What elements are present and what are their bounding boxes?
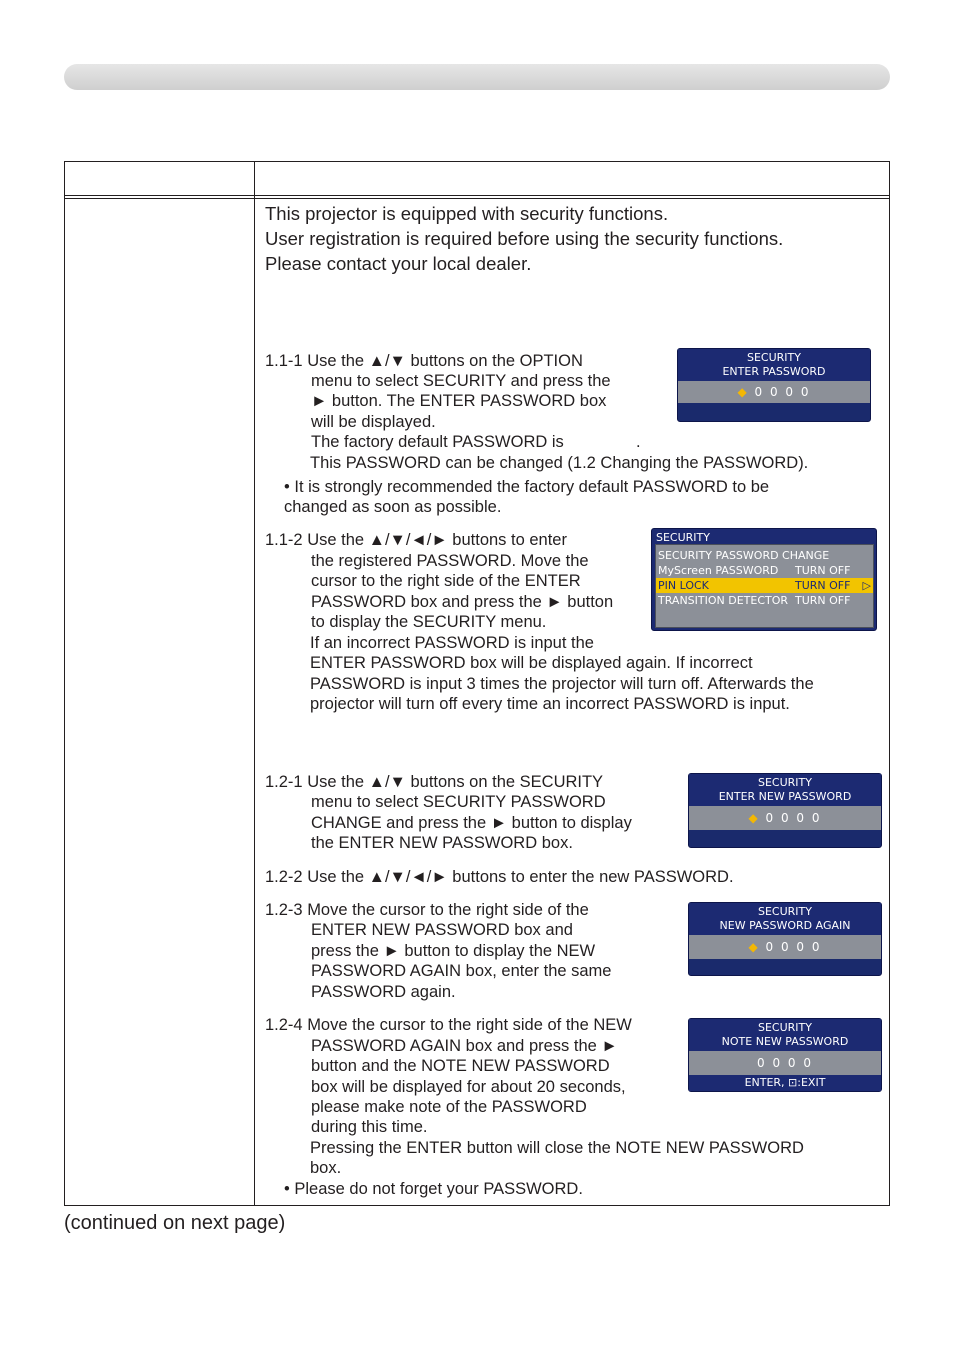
step-1-1-2-line: cursor to the right side of the ENTER: [311, 572, 581, 590]
osd-enter-password: [677, 348, 871, 435]
step-1-2-3-line: PASSWORD AGAIN box, enter the same: [311, 962, 612, 980]
osd-footer: ENTER, ⊡:EXIT: [689, 1075, 881, 1091]
step-1-1-2-line: ENTER PASSWORD box will be displayed again. If incorrect: [310, 654, 753, 672]
intro-line-1: This projector is equipped with security functions.: [265, 203, 669, 224]
table-column-divider: [254, 161, 255, 1205]
password-digits: ◆ 0 0 0 0: [678, 381, 870, 403]
step-1-1-2-line: If an incorrect PASSWORD is input the: [310, 634, 594, 652]
cancel-label: ◄CANCEL: [693, 976, 746, 989]
osd-note-new-password: [688, 1018, 882, 1092]
password-digits: ◆ 0 0 0 0: [689, 806, 881, 830]
step-1-1-2-line: projector will turn off every time an incorrect PASSWORD is input.: [310, 695, 790, 713]
next-label: NEXT ►: [835, 848, 877, 861]
table-header-rule-double: [64, 198, 890, 199]
next-label: NEXT ►: [824, 422, 866, 435]
step-1-2-1-line: menu to select SECURITY PASSWORD: [311, 793, 606, 811]
step-1-2-1-line: CHANGE and press the ► button to display: [311, 814, 632, 832]
step-1-2-4-line: PASSWORD AGAIN box and press the ►: [311, 1037, 618, 1055]
chevron-right-icon: ▷: [862, 579, 871, 592]
menu-row-selected: PIN LOCK TURN OFF ▷: [658, 579, 871, 592]
cursor-icon: ◆: [737, 385, 749, 399]
menu-row: SECURITY PASSWORD CHANGE: [658, 549, 830, 562]
note-line: • It is strongly recommended the factory default PASSWORD to be: [284, 478, 770, 496]
step-1-2-3-line: 1.2-3 Move the cursor to the right side of the: [265, 901, 589, 919]
osd-title: SECURITY: [747, 351, 801, 364]
step-1-2-1-line: the ENTER NEW PASSWORD box.: [311, 834, 573, 852]
osd-security-menu: [651, 528, 877, 631]
intro-line-3: Please contact your local dealer.: [265, 253, 532, 274]
osd-subtitle: NEW PASSWORD AGAIN: [719, 919, 851, 932]
step-1-2-2-line: 1.2-2 Use the ▲/▼/◄/► buttons to enter the new PASSWORD.: [265, 868, 734, 886]
step-1-2-3-line: PASSWORD again.: [311, 983, 456, 1001]
osd-header: [689, 1019, 881, 1051]
step-1-1-1-line: ► button. The ENTER PASSWORD box: [311, 392, 607, 410]
osd-header: [689, 903, 881, 935]
step-1-2-4-line: please make note of the PASSWORD: [311, 1098, 587, 1116]
cursor-icon: ◆: [748, 811, 760, 825]
step-1-1-1-line: 1.1-1 Use the ▲/▼ buttons on the OPTION: [265, 352, 583, 370]
osd-subtitle: ENTER NEW PASSWORD: [718, 790, 852, 803]
step-1-1-2-line: PASSWORD is input 3 times the projector will turn off. Afterwards the: [310, 675, 814, 693]
step-1-1-1-line: The factory default PASSWORD is: [311, 433, 564, 451]
step-1-2-4-line: 1.2-4 Move the cursor to the right side of the NEW: [265, 1016, 632, 1034]
osd-subtitle: NOTE NEW PASSWORD: [721, 1035, 849, 1048]
step-1-2-4-line: button and the NOTE NEW PASSWORD: [311, 1057, 610, 1075]
osd-title: SECURITY: [656, 531, 710, 544]
continued-note: (continued on next page): [64, 1212, 286, 1234]
osd-new-password-again: [688, 902, 882, 989]
step-1-1-2-line: the registered PASSWORD. Move the: [311, 552, 589, 570]
password-digits: 0 0 0 0: [689, 1051, 881, 1075]
osd-header: [689, 774, 881, 806]
step-1-2-1-line: 1.2-1 Use the ▲/▼ buttons on the SECURITY: [265, 773, 604, 791]
ok-label: OK ►: [849, 976, 877, 989]
step-1-1-1-line: menu to select SECURITY and press the: [311, 372, 611, 390]
step-1-2-3-line: press the ► button to display the NEW: [311, 942, 596, 960]
step-1-1-2-line: to display the SECURITY menu.: [311, 613, 547, 631]
menu-row: TRANSITION DETECTOR TURN OFF: [658, 594, 851, 607]
menu-row: MyScreen PASSWORD TURN OFF: [658, 564, 851, 577]
password-digits: ◆ 0 0 0 0: [689, 935, 881, 959]
step-1-2-3-line: ENTER NEW PASSWORD box and: [311, 921, 573, 939]
step-1-2-4-line: during this time.: [311, 1118, 428, 1136]
step-1-1-1-line: This PASSWORD can be changed (1.2 Changing the PASSWORD).: [310, 454, 809, 472]
step-1-1-2-line: PASSWORD box and press the ► button: [311, 593, 614, 611]
table-header-rule: [64, 195, 890, 196]
osd-header: [678, 349, 870, 381]
cursor-icon: ◆: [748, 940, 760, 954]
header-bar: [64, 64, 890, 90]
osd-title: SECURITY: [758, 1021, 812, 1034]
step-1-2-4-line: box.: [310, 1159, 342, 1177]
quit-label: ◄QUIT: [693, 848, 729, 861]
step-1-1-2-line: 1.1-2 Use the ▲/▼/◄/► buttons to enter: [265, 531, 567, 549]
step-1-1-1-line: will be displayed.: [311, 413, 436, 431]
step-1-2-4-line: box will be displayed for about 20 seconds,: [311, 1078, 626, 1096]
osd-title: SECURITY: [758, 905, 812, 918]
step-1-2-4-line: Pressing the ENTER button will close the NOTE NEW PASSWORD: [310, 1139, 804, 1157]
osd-subtitle: ENTER PASSWORD: [722, 365, 826, 378]
security-menu-list: [655, 544, 874, 628]
quit-label: ◄QUIT: [682, 422, 718, 435]
intro-line-2: User registration is required before using the security functions.: [265, 228, 784, 249]
osd-enter-new-password: [688, 773, 882, 861]
osd-title: SECURITY: [758, 776, 812, 789]
note-line: changed as soon as possible.: [284, 498, 502, 516]
note-line: • Please do not forget your PASSWORD.: [284, 1180, 583, 1198]
default-password-period: .: [636, 433, 641, 451]
